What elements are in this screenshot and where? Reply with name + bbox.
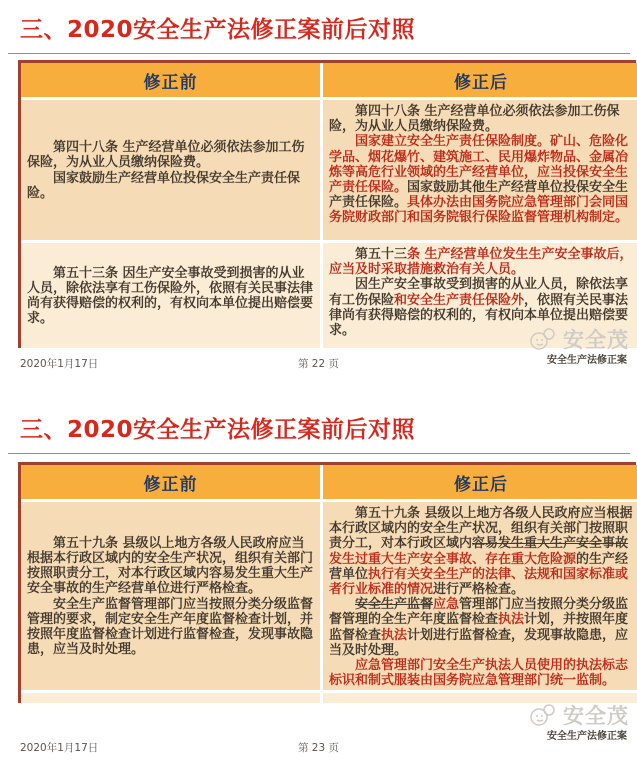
cell-before-article-53: 第五十三条 因生产安全事故受到损害的从业人员，除依法享有工伤保险外，依照有关民事法律尚有获得赔偿的权利的，有权向本单位提出赔偿要求。	[21, 243, 320, 348]
footer-date: 2020年1月17日	[20, 742, 99, 754]
column-header-after: 修正后	[323, 465, 637, 499]
anquanmao-watermark	[529, 700, 629, 730]
watermark-text: 安全茂	[563, 704, 629, 728]
page-title: 三、2020安全生产法修正案前后对照	[20, 417, 416, 443]
cell-before-empty	[21, 693, 320, 703]
slide-page-23	[0, 400, 637, 767]
cell-after-article-59: 第五十九条 县级以上地方各级人民政府应当根据本行政区域内的安全生产状况，组织有关部门按照职责分工，对本行政区域内容易发生重大生产安全事故发生过重大生产安全事故、存在重大危险源的生产经营单位执行有关安全生产的法律、法规和国家标准或者行业标准的情况进行严格检查。 安全生产监督应急管理部门应当按照分类分级监督管理的全生产年度监督检查执法计划，并按照年度监督检查执法计划进行监督检查，发现事故隐患，应当及时处理。 应急管理部门安全生产执法人员使用的执法标志标识和制式服装由国务院应急管理部门统一监制。	[323, 502, 637, 690]
column-header-before: 修正前	[21, 63, 320, 97]
title-divider	[8, 453, 630, 454]
cell-after-article-53: 第五十三条 生产经营单位发生生产安全事故后，应当及时采取措施救治有关人员。 因生产安全事故受到损害的从业人员，除依法享有工伤保险和安全生产责任保险外，依照有关民事法律尚有获得赔偿的权利的，有权向本单位提出赔偿要求。	[323, 243, 637, 348]
watermark-text: 安全茂	[563, 328, 629, 352]
title-divider	[8, 53, 630, 54]
footer-page-number: 第 22 页	[297, 358, 340, 370]
anquanmao-logo-icon	[529, 703, 559, 727]
anquanmao-watermark	[529, 324, 629, 354]
comparison-table	[18, 462, 636, 703]
footer-brand: 安全生产法修正案	[547, 355, 627, 366]
anquanmao-logo-icon	[529, 327, 559, 351]
cell-before-article-59: 第五十九条 县级以上地方各级人民政府应当根据本行政区域内的安全生产状况，组织有关部门按照职责分工，对本行政区域内容易发生重大生产安全事故的生产经营单位进行严格检查。 安全生产监督管理部门应当按照分类分级监督管理的要求，制定安全生产年度监督检查计划，并按照年度监督检查计划进行监督检查，发现事故隐患，应当及时处理。	[21, 502, 320, 690]
footer-page-number: 第 23 页	[297, 742, 340, 754]
column-header-before: 修正前	[21, 465, 320, 499]
comparison-table	[18, 60, 636, 348]
page-title: 三、2020安全生产法修正案前后对照	[20, 17, 416, 43]
footer-brand: 安全生产法修正案	[547, 731, 627, 742]
cell-after-article-48: 第四十八条 生产经营单位必须依法参加工伤保险，为从业人员缴纳保险费。 国家建立安全生产责任保险制度。矿山、危险化学品、烟花爆竹、建筑施工、民用爆炸物品、金属冶炼等高危行业领域的生产经营单位，应当投保安全生产责任保险。国家鼓励其他生产经营单位投保安全生产责任保险。具体办法由国务院应急管理部门会同国务院财政部门和国务院银行保险监督管理机构制定。	[323, 100, 637, 240]
footer-date: 2020年1月17日	[20, 358, 99, 370]
column-header-after: 修正后	[323, 63, 637, 97]
cell-before-article-48: 第四十八条 生产经营单位必须依法参加工伤保险，为从业人员缴纳保险费。 国家鼓励生产经营单位投保安全生产责任保险。	[21, 100, 320, 240]
